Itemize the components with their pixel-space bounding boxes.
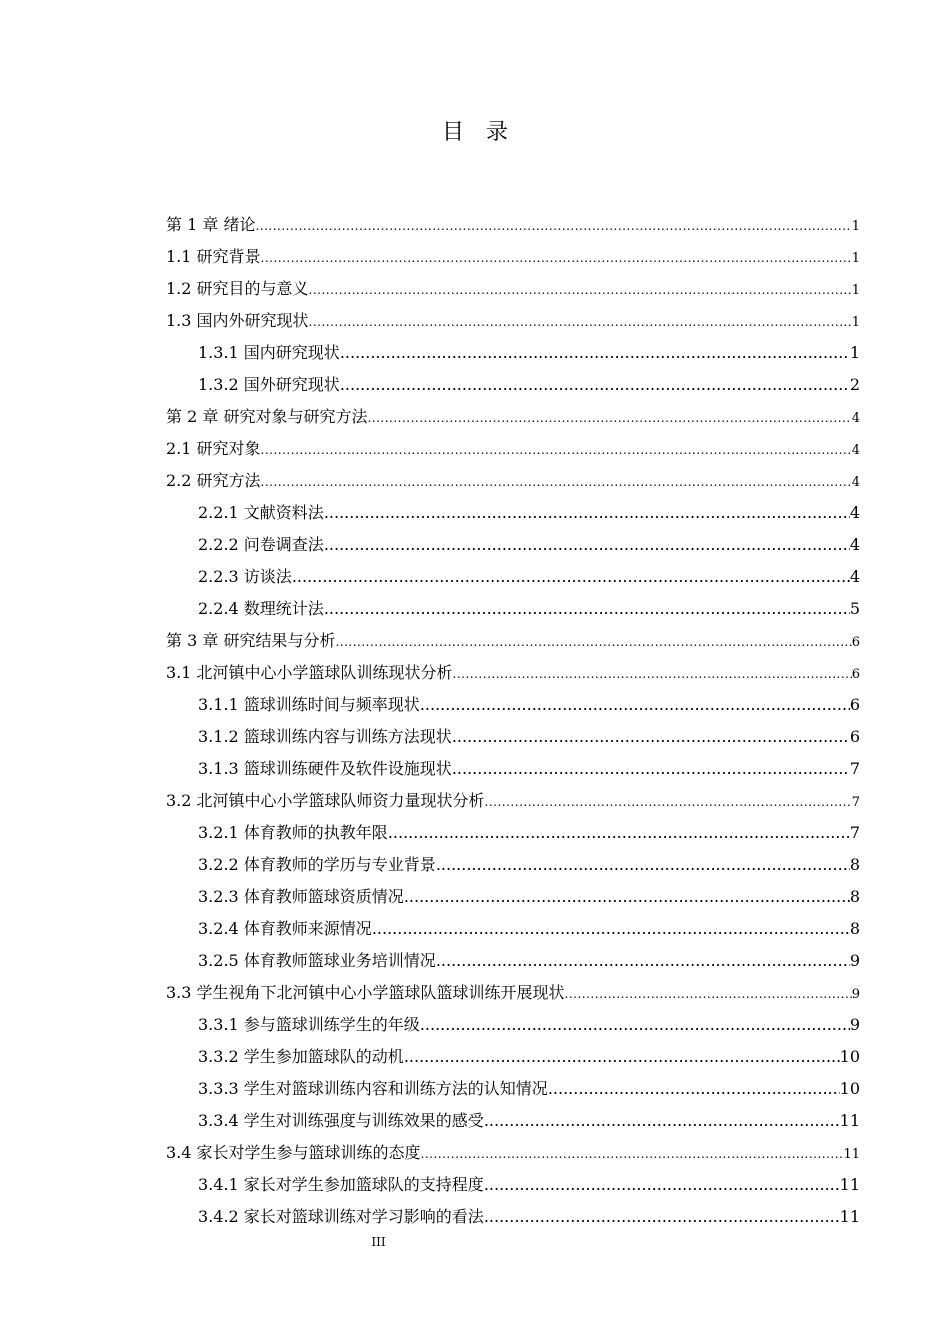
toc-entry-label: 3.3.3 学生对篮球训练内容和训练方法的认知情况: [198, 1079, 548, 1098]
toc-entry-page: 9: [849, 1015, 860, 1034]
toc-entry-label: 3.1 北河镇中心小学篮球队训练现状分析: [166, 663, 453, 682]
toc-dot-leader: [436, 855, 850, 874]
toc-entry-page: 5: [849, 599, 860, 618]
toc-entry-page: 6: [851, 667, 860, 682]
toc-entry[interactable]: [166, 436, 860, 468]
toc-entry-page: 4: [849, 567, 860, 586]
toc-entry[interactable]: [166, 468, 860, 500]
toc-entry-label: 第 2 章 研究对象与研究方法: [166, 407, 368, 426]
toc-entry-label: 3.4.1 家长对学生参加篮球队的支持程度: [198, 1175, 484, 1194]
toc-entry-page: 4: [851, 411, 860, 426]
toc-entry-label: 2.1 研究对象: [166, 439, 261, 458]
toc-entry-label: 3.3 学生视角下北河镇中心小学篮球队篮球训练开展现状: [166, 983, 565, 1002]
toc-dot-leader: [485, 795, 852, 809]
toc-dot-leader: [484, 1111, 840, 1130]
toc-dot-leader: [261, 475, 852, 489]
toc-entry-page: 6: [849, 695, 860, 714]
toc-entry-label: 第 1 章 绪论: [166, 215, 256, 234]
toc-entry[interactable]: [166, 692, 860, 724]
toc-dot-leader: [340, 375, 850, 394]
toc-entry-label: 3.2 北河镇中心小学篮球队师资力量现状分析: [166, 791, 485, 810]
toc-entry-label: 3.4 家长对学生参与篮球训练的态度: [166, 1143, 421, 1162]
toc-dot-leader: [388, 823, 850, 842]
toc-dot-leader: [484, 1207, 840, 1226]
toc-entry[interactable]: [166, 948, 860, 980]
toc-dot-leader: [309, 283, 852, 297]
toc-dot-leader: [436, 951, 850, 970]
table-of-contents: [166, 212, 860, 1236]
toc-dot-leader: [255, 219, 851, 233]
toc-entry-page: 7: [849, 823, 860, 842]
toc-dot-leader: [452, 727, 850, 746]
toc-entry-page: 1: [851, 315, 860, 330]
toc-entry-label: 3.3.1 参与篮球训练学生的年级: [198, 1015, 420, 1034]
toc-dot-leader: [367, 411, 851, 425]
toc-entry-label: 1.3.2 国外研究现状: [198, 375, 340, 394]
toc-dot-leader: [404, 887, 850, 906]
toc-entry[interactable]: [166, 308, 860, 340]
toc-entry-label: 1.3 国内外研究现状: [166, 311, 309, 330]
toc-entry[interactable]: [166, 1044, 860, 1076]
toc-dot-leader: [340, 343, 850, 362]
toc-entry-page: 4: [849, 503, 860, 522]
toc-entry[interactable]: [166, 372, 860, 404]
toc-entry-page: 8: [849, 855, 860, 874]
toc-entry[interactable]: [166, 212, 860, 244]
toc-entry[interactable]: [166, 724, 860, 756]
toc-entry[interactable]: [166, 1012, 860, 1044]
toc-entry-label: 3.4.2 家长对篮球训练对学习影响的看法: [198, 1207, 484, 1226]
toc-entry-page: 1: [849, 343, 860, 362]
toc-entry-page: 1: [851, 219, 860, 234]
toc-entry[interactable]: [166, 500, 860, 532]
toc-dot-leader: [453, 667, 852, 681]
toc-entry-page: 6: [849, 727, 860, 746]
toc-entry-page: 9: [851, 987, 860, 1002]
toc-entry-page: 8: [849, 887, 860, 906]
toc-entry-label: 3.3.4 学生对训练强度与训练效果的感受: [198, 1111, 484, 1130]
toc-entry-page: 4: [851, 475, 860, 490]
toc-dot-leader: [309, 315, 852, 329]
toc-entry[interactable]: [166, 756, 860, 788]
toc-entry-page: 7: [851, 795, 860, 810]
toc-entry-label: 3.2.5 体育教师篮球业务培训情况: [198, 951, 436, 970]
toc-entry[interactable]: [166, 340, 860, 372]
toc-entry-page: 4: [849, 535, 860, 554]
toc-entry[interactable]: [166, 660, 860, 692]
toc-entry-label: 2.2.4 数理统计法: [198, 599, 324, 618]
toc-entry[interactable]: [166, 820, 860, 852]
toc-dot-leader: [292, 567, 850, 586]
toc-entry-page: 11: [839, 1111, 860, 1130]
toc-entry-page: 4: [851, 443, 860, 458]
toc-entry-label: 2.2.2 问卷调查法: [198, 535, 324, 554]
toc-entry[interactable]: [166, 1076, 860, 1108]
toc-entry[interactable]: [166, 564, 860, 596]
toc-dot-leader: [484, 1175, 840, 1194]
toc-entry[interactable]: [166, 1140, 860, 1172]
toc-entry[interactable]: [166, 1204, 860, 1236]
toc-entry[interactable]: [166, 628, 860, 660]
toc-entry[interactable]: [166, 1172, 860, 1204]
toc-dot-leader: [565, 987, 852, 1001]
toc-entry-label: 第 3 章 研究结果与分析: [166, 631, 336, 650]
toc-entry-page: 11: [839, 1175, 860, 1194]
toc-dot-leader: [421, 1147, 844, 1161]
toc-entry-label: 1.3.1 国内研究现状: [198, 343, 340, 362]
toc-entry-page: 1: [851, 251, 860, 266]
toc-dot-leader: [420, 695, 850, 714]
toc-entry-page: 11: [839, 1207, 860, 1226]
toc-entry-label: 2.2.3 访谈法: [198, 567, 292, 586]
toc-entry[interactable]: [166, 788, 860, 820]
toc-entry-page: 10: [839, 1079, 860, 1098]
toc-entry-label: 1.2 研究目的与意义: [166, 279, 309, 298]
toc-entry-label: 3.1.3 篮球训练硬件及软件设施现状: [198, 759, 452, 778]
toc-entry-page: 10: [839, 1047, 860, 1066]
toc-entry-page: 9: [849, 951, 860, 970]
toc-entry[interactable]: [166, 532, 860, 564]
toc-entry[interactable]: [166, 980, 860, 1012]
toc-entry[interactable]: [166, 916, 860, 948]
toc-dot-leader: [324, 503, 850, 522]
toc-entry[interactable]: [166, 1108, 860, 1140]
toc-dot-leader: [548, 1079, 840, 1098]
toc-entry-label: 3.2.4 体育教师来源情况: [198, 919, 372, 938]
toc-entry-label: 3.2.3 体育教师篮球资质情况: [198, 887, 404, 906]
toc-entry-label: 1.1 研究背景: [166, 247, 261, 266]
toc-entry-label: 3.2.2 体育教师的学历与专业背景: [198, 855, 436, 874]
toc-dot-leader: [261, 443, 852, 457]
toc-entry-page: 7: [849, 759, 860, 778]
toc-dot-leader: [324, 535, 850, 554]
toc-entry-label: 3.3.2 学生参加篮球队的动机: [198, 1047, 404, 1066]
toc-dot-leader: [452, 759, 850, 778]
toc-dot-leader: [335, 635, 851, 649]
toc-dot-leader: [372, 919, 850, 938]
toc-entry[interactable]: [166, 276, 860, 308]
toc-entry-label: 2.2 研究方法: [166, 471, 261, 490]
toc-dot-leader: [420, 1015, 850, 1034]
toc-entry-page: 11: [843, 1147, 860, 1162]
toc-entry[interactable]: [166, 852, 860, 884]
toc-entry[interactable]: [166, 884, 860, 916]
toc-dot-leader: [404, 1047, 840, 1066]
toc-dot-leader: [261, 251, 852, 265]
toc-entry-label: 2.2.1 文献资料法: [198, 503, 324, 522]
toc-entry-label: 3.1.1 篮球训练时间与频率现状: [198, 695, 420, 714]
toc-entry[interactable]: [166, 596, 860, 628]
toc-entry-page: 1: [851, 283, 860, 298]
page-title: 目录: [441, 120, 530, 145]
toc-entry-page: 8: [849, 919, 860, 938]
toc-entry-page: 2: [849, 375, 860, 394]
toc-entry-label: 3.1.2 篮球训练内容与训练方法现状: [198, 727, 452, 746]
toc-entry[interactable]: [166, 244, 860, 276]
page-number: III: [371, 1235, 386, 1249]
toc-entry-label: 3.2.1 体育教师的执教年限: [198, 823, 388, 842]
toc-entry-page: 6: [851, 635, 860, 650]
toc-dot-leader: [324, 599, 850, 618]
toc-entry[interactable]: [166, 404, 860, 436]
